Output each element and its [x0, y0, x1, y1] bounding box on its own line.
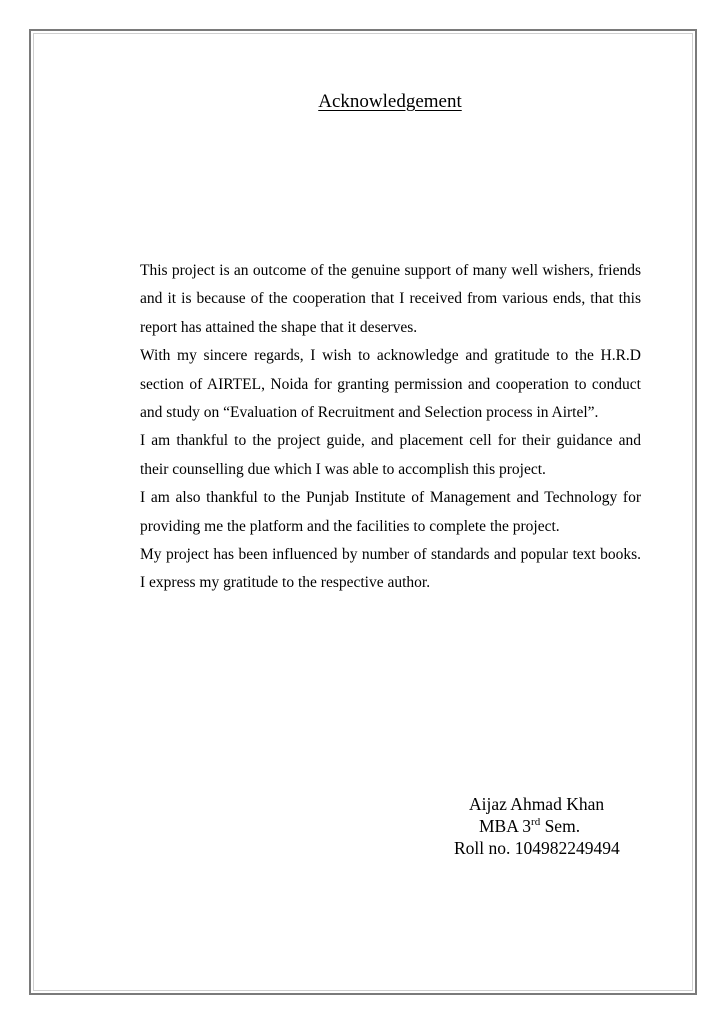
signature-block	[440, 793, 680, 859]
paragraph: My project has been influenced by number of standards and popular text books. I express my gratitude to the respective author.	[140, 546, 641, 592]
author-name: Aijaz Ahmad Khan	[469, 794, 605, 814]
course-prefix: MBA 3	[479, 816, 532, 836]
roll-number: Roll no. 104982249494	[454, 838, 620, 858]
paragraph: With my sincere regards, I wish to acknowledge and gratitude to the H.R.D section of AIRTEL, Noida for granting permission and cooperation to conduct and study on “Evaluation of Recruitment and Selection process in Airtel”.	[140, 347, 641, 422]
course-semester	[440, 815, 680, 837]
paragraph: This project is an outcome of the genuine support of many well wishers, friends and it is because of the cooperation that I received from various ends, that this report has attained the shape that it deserves.	[140, 262, 641, 336]
course-suffix: Sem.	[540, 816, 581, 836]
paragraph: I am thankful to the project guide, and placement cell for their guidance and their counselling due which I was able to accomplish this project.	[140, 432, 641, 478]
acknowledgement-body	[140, 257, 641, 598]
course-superscript: rd	[531, 816, 541, 829]
paragraph: I am also thankful to the Punjab Institute of Management and Technology for providing me the platform and the facilities to complete the project.	[140, 489, 641, 535]
document-title: Acknowledgement	[318, 91, 462, 112]
